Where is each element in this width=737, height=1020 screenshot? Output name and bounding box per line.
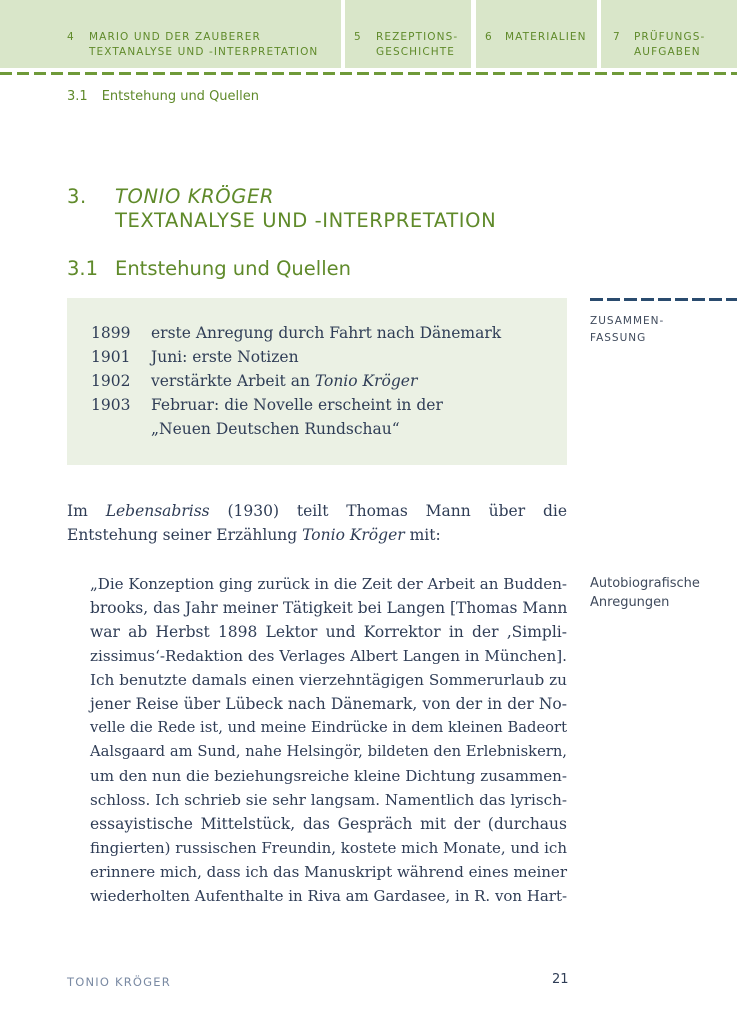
tab-label <box>376 30 458 60</box>
tab-number: 7 <box>613 31 621 43</box>
timeline-text: erste Anregung durch Fahrt nach Dänemark <box>151 324 502 342</box>
timeline-text-italic: Tonio Kröger <box>314 372 418 390</box>
quote-line: schloss. Ich schrieb sie sehr langsam. Namentlich das lyrisch- <box>90 791 567 809</box>
quote-line: essayistische Mittelstück, das Gespräch mit der (durchaus <box>90 815 567 833</box>
tab-label <box>505 30 587 45</box>
margin-note-line1: Autobiografische <box>590 576 700 591</box>
page-number: 21 <box>552 972 569 987</box>
intro-part1: Im <box>67 502 106 520</box>
summary-label <box>590 313 664 347</box>
breadcrumb-label: Entstehung und Quellen <box>101 89 260 104</box>
tab-number: 6 <box>485 31 493 43</box>
timeline-year: 1901 <box>91 348 131 366</box>
tab-chapter-4[interactable] <box>0 0 341 68</box>
intro-work-title: Lebensabriss <box>105 502 210 520</box>
tab-chapter-6[interactable] <box>476 0 597 68</box>
tab-label-line1: MATERIALIEN <box>505 31 587 43</box>
summary-label-line1: ZUSAMMEN- <box>590 315 665 327</box>
margin-note-line2: Anregungen <box>590 595 670 610</box>
timeline-text: Februar: die Novelle erscheint in der <box>151 396 443 414</box>
quote-line: war ab Herbst 1898 Lektor und Korrektor in der ‚Simpli- <box>90 623 567 641</box>
tab-label-line1: REZEPTIONS- <box>376 31 459 43</box>
tab-number: 4 <box>67 31 75 43</box>
timeline-text-prefix: verstärkte Arbeit an <box>151 372 315 390</box>
section-title-text: Entstehung und Quellen <box>115 257 351 280</box>
chapter-number: 3. <box>67 185 87 208</box>
quote-line: fingierten) russischen Freundin, kostete mich Monate, und ich <box>90 839 567 857</box>
intro-part3: (1930) teilt Thomas Mann über die Entstehung seiner Erzählung <box>67 502 568 544</box>
intro-story-title: Tonio Kröger <box>302 526 405 544</box>
breadcrumb <box>67 89 259 104</box>
tab-label-line2: TEXTANALYSE UND -INTERPRETATION <box>89 46 319 58</box>
tab-label-line2: AUFGABEN <box>634 46 701 58</box>
tab-label-line2: GESCHICHTE <box>376 46 456 58</box>
timeline-text <box>151 369 417 393</box>
quote-line: Ich benutzte damals einen vierzehntägigen Sommerurlaub zu <box>90 671 567 689</box>
header-divider <box>0 72 737 75</box>
breadcrumb-number: 3.1 <box>67 89 88 104</box>
timeline-year: 1902 <box>91 372 131 390</box>
quote-line: zissimus‘-Redaktion des Verlages Albert Langen in München]. <box>90 647 567 665</box>
tab-chapter-5[interactable] <box>345 0 471 68</box>
timeline-text: Juni: erste Notizen <box>151 348 299 366</box>
quote-line: „Die Konzeption ging zurück in die Zeit der Arbeit an Budden- <box>90 575 567 593</box>
timeline-continuation: „Neuen Deutschen Rundschau“ <box>151 420 400 438</box>
sidebar-divider <box>590 298 737 301</box>
tab-label <box>89 30 318 60</box>
intro-part5: mit: <box>404 526 441 544</box>
tab-label <box>634 30 705 60</box>
quote-line: um den nun die beziehungsreiche kleine Dichtung zusammen- <box>90 767 567 785</box>
chapter-title-italic: TONIO KRÖGER <box>115 185 275 208</box>
chapter-title: TEXTANALYSE UND -INTERPRETATION <box>115 209 497 232</box>
tab-label-line1: MARIO UND DER ZAUBERER <box>89 31 261 43</box>
tab-chapter-7[interactable] <box>601 0 737 68</box>
quote-line: jener Reise über Lübeck nach Dänemark, von der in der No- <box>90 695 567 713</box>
tab-label-line1: PRÜFUNGS- <box>634 31 706 43</box>
tab-number: 5 <box>354 31 362 43</box>
chapter-nav <box>0 0 737 68</box>
footer-book-title: TONIO KRÖGER <box>67 975 171 989</box>
timeline-year: 1899 <box>91 324 131 342</box>
section-title <box>67 257 351 280</box>
summary-label-line2: FASSUNG <box>590 332 647 344</box>
margin-note <box>590 574 700 612</box>
intro-paragraph <box>67 499 567 547</box>
quote-line: brooks, das Jahr meiner Tätigkeit bei Langen [Thomas Mann <box>90 599 568 617</box>
quote-line: erinnere mich, dass ich das Manuskript während eines meiner <box>90 863 567 881</box>
quote-line: wiederholten Aufenthalte in Riva am Gardasee, in R. von Hart- <box>90 887 568 905</box>
section-number: 3.1 <box>67 257 99 280</box>
block-quote <box>90 572 567 908</box>
timeline-year: 1903 <box>91 396 131 414</box>
quote-line: Aalsgaard am Sund, nahe Helsingör, bildeten den Erlebniskern, <box>90 743 567 760</box>
summary-box <box>67 298 567 465</box>
quote-line: velle die Rede ist, und meine Eindrücke in dem kleinen Badeort <box>90 719 567 736</box>
